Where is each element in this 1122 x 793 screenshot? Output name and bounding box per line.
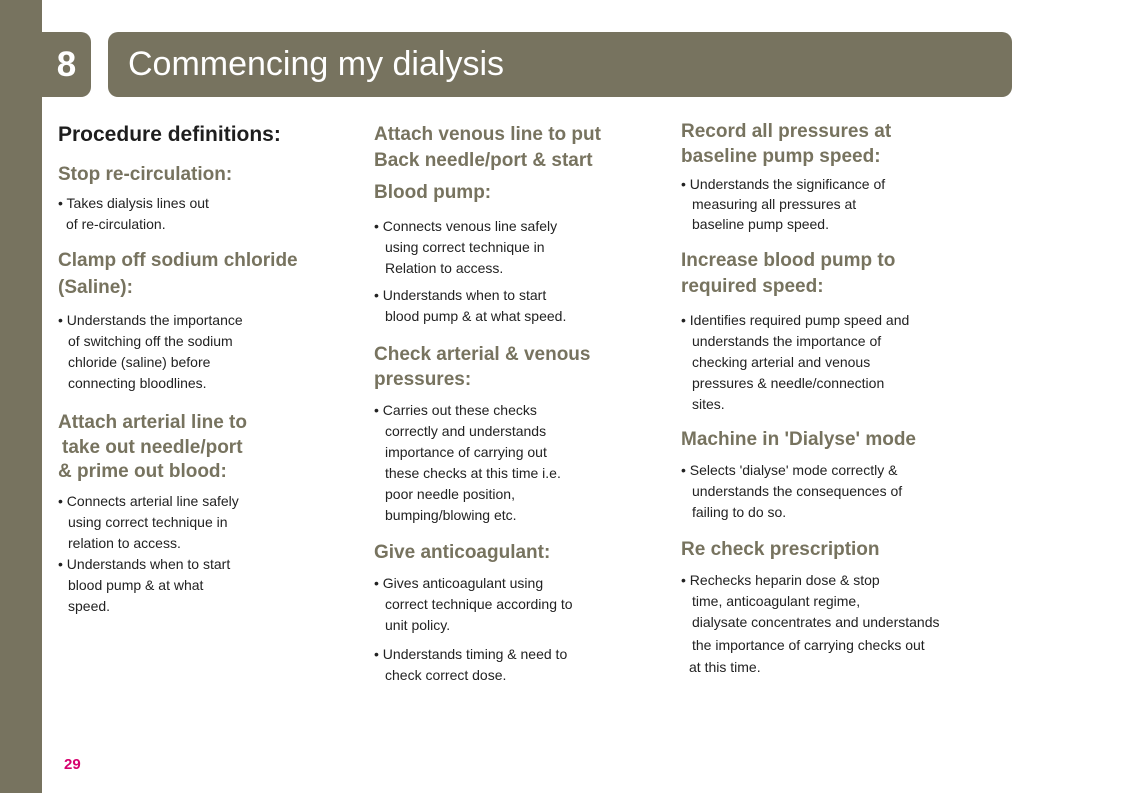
body-line: • Connects arterial line safely (58, 493, 239, 509)
attach-arterial-heading: Attach arterial line to (58, 412, 247, 433)
increase-pump-heading: Increase blood pump to (681, 250, 896, 271)
body-line: of switching off the sodium (68, 333, 233, 349)
page-number: 29 (64, 756, 81, 773)
attach-venous-heading: Back needle/port & start (374, 150, 593, 171)
body-line: • Rechecks heparin dose & stop (681, 572, 880, 588)
attach-arterial-heading: take out needle/port (62, 437, 243, 458)
body-line: speed. (68, 598, 111, 614)
body-line: • Identifies required pump speed and (681, 312, 910, 328)
body-line: importance of carrying out (385, 444, 547, 460)
recheck-prescription-heading: Re check prescription (681, 539, 880, 560)
attach-venous-heading: Attach venous line to put (374, 124, 601, 145)
body-line: of re-circulation. (66, 216, 166, 232)
give-anticoagulant-heading: Give anticoagulant: (374, 542, 551, 563)
body-line: checking arterial and venous (692, 354, 871, 370)
body-line: check correct dose. (385, 667, 507, 683)
body-line: time, anticoagulant regime, (692, 593, 861, 609)
body-line: failing to do so. (692, 504, 787, 520)
body-line: understands the consequences of (692, 483, 903, 499)
body-line: these checks at this time i.e. (385, 465, 561, 481)
body-line: • Understands the importance (58, 312, 243, 328)
body-line: • Carries out these checks (374, 402, 537, 418)
body-line: unit policy. (385, 617, 451, 633)
body-line: using correct technique in (385, 239, 545, 255)
clamp-saline-heading: (Saline): (58, 277, 133, 298)
body-line: sites. (692, 396, 725, 412)
body-line: • Connects venous line safely (374, 218, 558, 234)
left-sidebar-band (0, 0, 42, 793)
body-line: relation to access. (68, 535, 181, 551)
attach-venous-heading: Blood pump: (374, 182, 492, 203)
body-line: • Understands timing & need to (374, 646, 568, 662)
body-line: • Gives anticoagulant using (374, 575, 544, 591)
procedure-definitions-title: Procedure definitions: (58, 123, 281, 146)
record-pressures-heading: baseline pump speed: (681, 146, 881, 167)
body-line: baseline pump speed. (692, 216, 829, 232)
body-line: • Takes dialysis lines out (58, 195, 209, 211)
dialyse-mode-heading: Machine in 'Dialyse' mode (681, 429, 916, 450)
body-line: blood pump & at what speed. (385, 308, 567, 324)
increase-pump-heading: required speed: (681, 276, 824, 297)
body-line: measuring all pressures at (692, 196, 857, 212)
record-pressures-heading: Record all pressures at (681, 121, 892, 142)
page-title: Commencing my dialysis (108, 32, 1012, 97)
check-pressures-heading: pressures: (374, 369, 472, 390)
body-line: • Selects 'dialyse' mode correctly & (681, 462, 898, 478)
body-line: pressures & needle/connection (692, 375, 885, 391)
clamp-saline-heading: Clamp off sodium chloride (58, 250, 298, 271)
body-line: the importance of carrying checks out (692, 637, 925, 653)
body-line: using correct technique in (68, 514, 228, 530)
body-line: understands the importance of (692, 333, 882, 349)
body-line: • Understands when to start (58, 556, 231, 572)
body-line: at this time. (689, 659, 761, 675)
attach-arterial-heading: & prime out blood: (58, 461, 227, 482)
body-line: dialysate concentrates and understands (692, 614, 940, 630)
section-number-badge: 8 (42, 32, 91, 97)
body-line: • Understands the significance of (681, 176, 886, 192)
body-line: connecting bloodlines. (68, 375, 207, 391)
body-line: • Understands when to start (374, 287, 547, 303)
body-line: correct technique according to (385, 596, 573, 612)
stop-recirculation-heading: Stop re-circulation: (58, 164, 233, 185)
body-line: bumping/blowing etc. (385, 507, 517, 523)
body-line: poor needle position, (385, 486, 515, 502)
body-line: Relation to access. (385, 260, 504, 276)
body-line: correctly and understands (385, 423, 547, 439)
body-line: blood pump & at what (68, 577, 204, 593)
check-pressures-heading: Check arterial & venous (374, 344, 591, 365)
body-line: chloride (saline) before (68, 354, 211, 370)
